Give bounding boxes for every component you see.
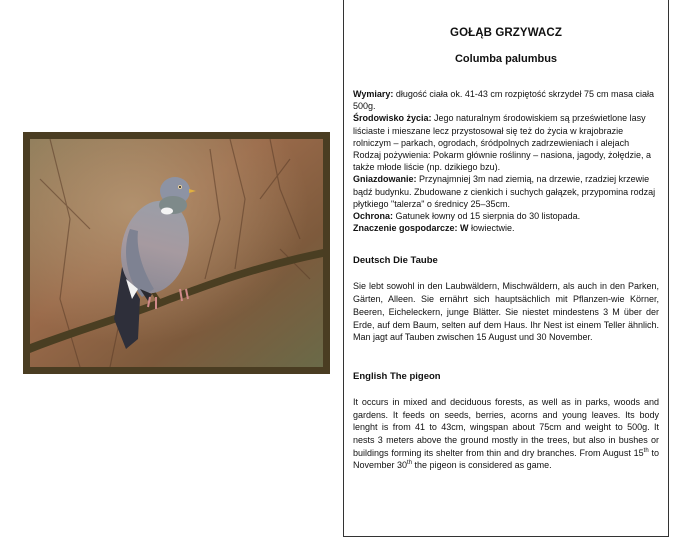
polish-description bbox=[353, 88, 659, 234]
dimensions-text: długość ciała ok. 41-43 cm rozpiętość skrzydeł 75 cm masa ciała 500g. bbox=[353, 89, 654, 112]
info-panel bbox=[343, 0, 669, 537]
english-sup2: th bbox=[407, 460, 413, 467]
page-title: GOŁĄB GRZYWACZ bbox=[450, 27, 562, 39]
environment-text: Jego naturalnym środowiskiem są prześwietlone lasy liściaste i mieszane lecz przystosował się też do życia w krajobrazie rolniczym – parkach, ogrodach, śródpolnych zadrzewieniach i alejach Rodzaj pożywienia: Pokarm głównie roślinny – nasiona, jagody, żołędzie, a także młode liście (np. dzikiego bzu). bbox=[353, 113, 651, 173]
protection-label: Ochrona: bbox=[353, 211, 394, 222]
protection-text: Gatunek łowny od 15 sierpnia do 30 listopada. bbox=[393, 211, 581, 222]
english-heading: English The pigeon bbox=[353, 370, 441, 382]
environment-label: Środowisko życia: bbox=[353, 113, 432, 124]
nesting-label: Gniazdowanie: bbox=[353, 174, 417, 185]
english-body-part1: It occurs in mixed and deciduous forests, as well as in parks, woods and gardens. It feeds on seeds, berries, acorns and young leaves. Its body lenght is from 41 to 43cm, wingspan about 75cm and weight to 500g. It nests 3 meters above the ground mostly in the trees, but also in bushes or buildings forming its shelter from thin and dry branches. From August 15 bbox=[353, 396, 659, 458]
photo-frame bbox=[23, 132, 330, 374]
economic-text: łowiectwie. bbox=[468, 223, 515, 234]
dimensions-label: Wymiary: bbox=[353, 89, 394, 99]
english-body-part3: the pigeon is considered as game. bbox=[412, 460, 552, 471]
english-body bbox=[353, 396, 659, 472]
english-sup1: th bbox=[643, 447, 649, 454]
nesting-text: Przynajmniej 3m nad ziemią, na drzewie, rzadziej krzewie bądź budynku. Zbudowane z cienkich i suchych gałązek, przypomina rodzaj płytkiego "talerza" o średnicy 25–35cm. bbox=[353, 174, 656, 209]
english-body-part2: to November 30 bbox=[353, 447, 659, 471]
pigeon-photo bbox=[30, 139, 323, 367]
latin-name: Columba palumbus bbox=[454, 53, 558, 65]
german-heading: Deutsch Die Taube bbox=[353, 255, 438, 267]
german-body: Sie lebt sowohl in den Laubwäldern, Mischwäldern, als auch in den Parken, Gärten, Alleen. Sie ernährt sich hauptsächlich mit Pflanzen-wie Körner, Beeren, Eicheleckern, junge Blätter. Sie niestet mindestens 3 M über der Erde, auf dem Baum, selten auf dem Haus. Ihr Nest ist einem Teller ähnlich. Man jagt auf Tauben zwischen 15 August und 30 November. bbox=[353, 281, 659, 343]
economic-label: Znaczenie gospodarcze: W bbox=[353, 223, 469, 234]
